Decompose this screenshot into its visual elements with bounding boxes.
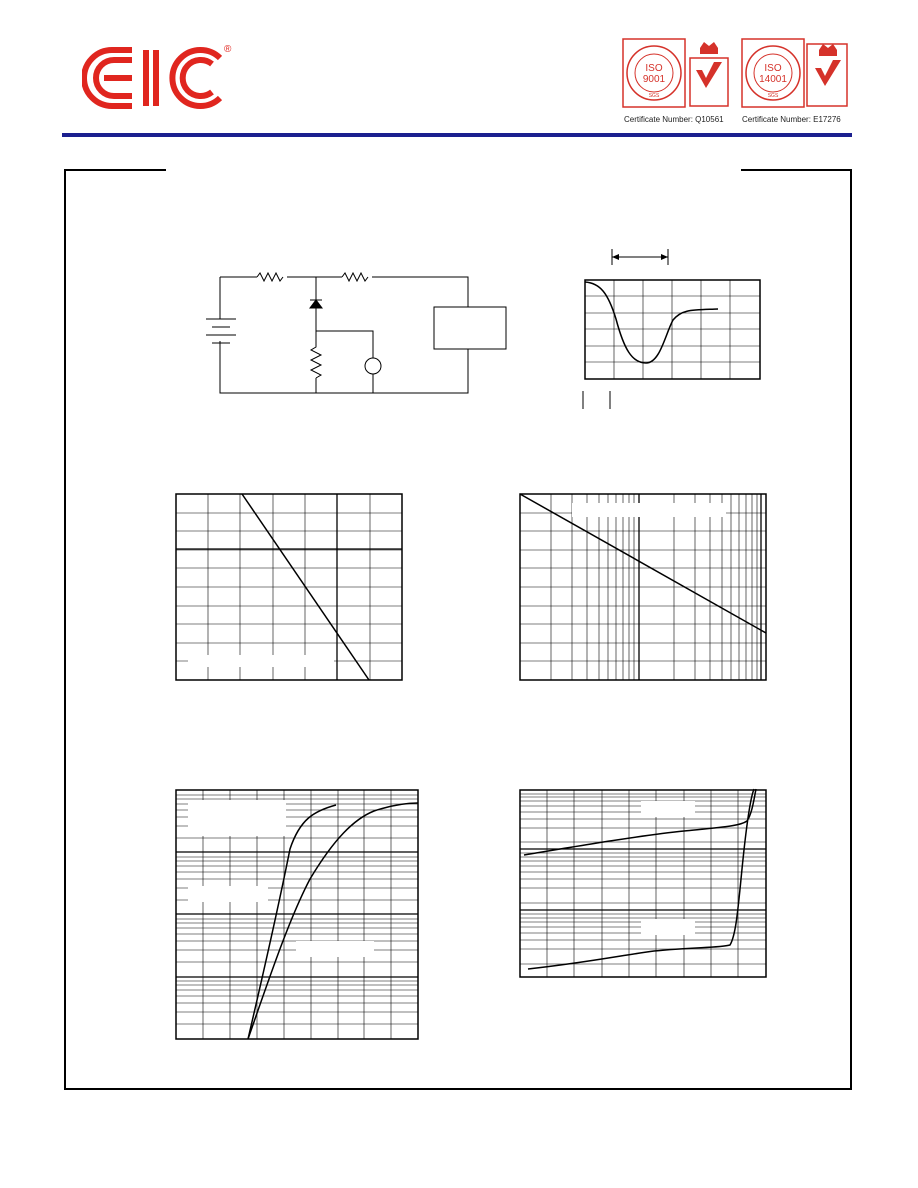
graph-1 (176, 494, 402, 680)
graph-3 (176, 790, 418, 1039)
resistor-1 (257, 273, 283, 281)
cert-body: SGS (767, 93, 779, 99)
reverse-recovery-waveform (583, 249, 760, 409)
crown-icon (700, 42, 718, 54)
oscilloscope-box (434, 307, 506, 349)
iso-label: ISO (645, 63, 663, 74)
iso-14001-certificate (741, 38, 849, 116)
crown-icon (819, 44, 837, 56)
certificate-number-left: Certificate Number: Q10561 (624, 115, 724, 124)
resistor-3 (311, 331, 321, 378)
iso-label: ISO (764, 63, 782, 74)
certificate-number-right: Certificate Number: E17276 (742, 115, 841, 124)
iso-number: 9001 (642, 74, 666, 85)
iso-number: 14001 (759, 74, 787, 85)
registered-mark: ® (224, 44, 232, 55)
header-rule (62, 133, 852, 137)
graph-4 (520, 789, 766, 977)
frame-border (65, 170, 851, 1089)
meter-symbol (365, 358, 381, 374)
test-circuit-diagram (206, 273, 506, 393)
diode (310, 300, 322, 308)
graph-2 (520, 494, 766, 680)
resistor-2 (342, 273, 368, 281)
eic-logo (82, 40, 242, 125)
datasheet-frame (64, 169, 852, 1090)
iso-9001-certificate (622, 38, 732, 116)
cert-body: SGS (648, 93, 660, 99)
